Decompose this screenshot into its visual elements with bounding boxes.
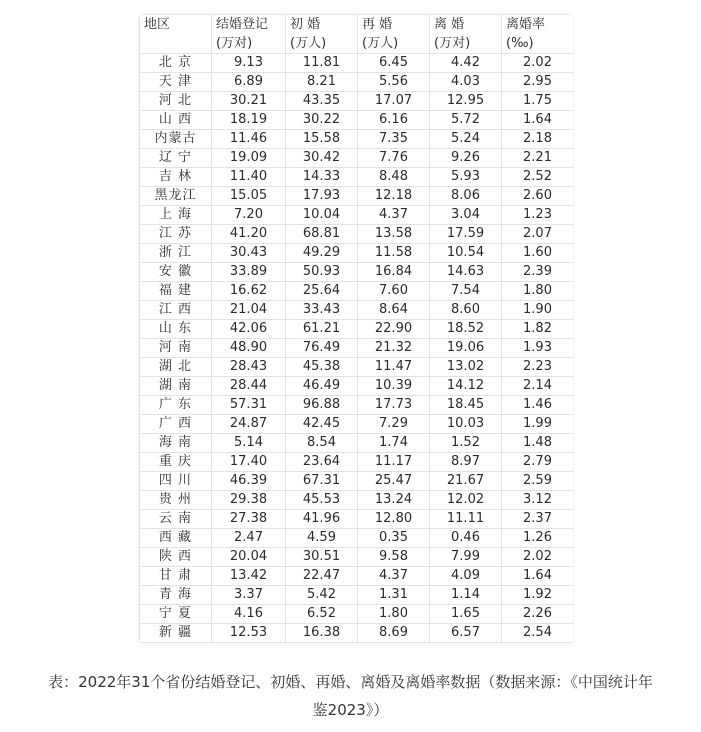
value-cell: 30.21 (212, 92, 286, 111)
value-cell: 6.89 (212, 73, 286, 92)
table-row (140, 92, 574, 111)
caption-line-2: 鉴2023》） (312, 701, 389, 719)
table-row (140, 244, 574, 263)
value-cell: 13.58 (358, 225, 430, 244)
region-cell: 西 藏 (140, 529, 212, 548)
value-cell: 18.19 (212, 111, 286, 130)
region-cell: 海 南 (140, 434, 212, 453)
value-cell: 42.06 (212, 320, 286, 339)
value-cell: 21.04 (212, 301, 286, 320)
value-cell: 1.82 (502, 320, 574, 339)
value-cell: 9.13 (212, 54, 286, 73)
value-cell: 17.59 (430, 225, 502, 244)
value-cell: 4.37 (358, 206, 430, 225)
table-row (140, 453, 574, 472)
region-cell: 安 徽 (140, 263, 212, 282)
value-cell: 4.59 (286, 529, 358, 548)
value-cell: 19.06 (430, 339, 502, 358)
table-row (140, 225, 574, 244)
value-cell: 14.12 (430, 377, 502, 396)
value-cell: 45.53 (286, 491, 358, 510)
value-cell: 1.31 (358, 586, 430, 605)
region-cell: 浙 江 (140, 244, 212, 263)
value-cell: 7.54 (430, 282, 502, 301)
value-cell: 2.79 (502, 453, 574, 472)
value-cell: 46.39 (212, 472, 286, 491)
value-cell: 4.16 (212, 605, 286, 624)
value-cell: 4.09 (430, 567, 502, 586)
value-cell: 43.35 (286, 92, 358, 111)
value-cell: 5.14 (212, 434, 286, 453)
value-cell: 30.43 (212, 244, 286, 263)
value-cell: 30.51 (286, 548, 358, 567)
table-body (140, 54, 574, 643)
value-cell: 1.93 (502, 339, 574, 358)
value-cell: 68.81 (286, 225, 358, 244)
value-cell: 0.35 (358, 529, 430, 548)
region-cell: 湖 南 (140, 377, 212, 396)
value-cell: 10.54 (430, 244, 502, 263)
region-cell: 河 北 (140, 92, 212, 111)
column-header-5: 离婚率 (502, 15, 574, 35)
value-cell: 2.23 (502, 358, 574, 377)
table-header (140, 15, 574, 54)
value-cell: 8.48 (358, 168, 430, 187)
value-cell: 2.95 (502, 73, 574, 92)
value-cell: 6.45 (358, 54, 430, 73)
value-cell: 67.31 (286, 472, 358, 491)
value-cell: 8.60 (430, 301, 502, 320)
data-table-card (139, 14, 573, 644)
value-cell: 2.37 (502, 510, 574, 529)
value-cell: 76.49 (286, 339, 358, 358)
value-cell: 22.47 (286, 567, 358, 586)
region-cell: 甘 肃 (140, 567, 212, 586)
region-cell: 贵 州 (140, 491, 212, 510)
value-cell: 12.53 (212, 624, 286, 643)
value-cell: 3.37 (212, 586, 286, 605)
caption-line-1: 表：2022年31个省份结婚登记、初婚、再婚、离婚及离婚率数据（数据来源：《中国统计年 (48, 673, 653, 691)
value-cell: 12.02 (430, 491, 502, 510)
region-cell: 四 川 (140, 472, 212, 491)
value-cell: 6.57 (430, 624, 502, 643)
value-cell: 1.52 (430, 434, 502, 453)
table-row (140, 415, 574, 434)
column-header-2: 初 婚 (286, 15, 358, 35)
value-cell: 48.90 (212, 339, 286, 358)
value-cell: 25.47 (358, 472, 430, 491)
value-cell: 11.81 (286, 54, 358, 73)
header-unit-row (140, 34, 574, 54)
value-cell: 1.48 (502, 434, 574, 453)
table-row (140, 206, 574, 225)
value-cell: 10.04 (286, 206, 358, 225)
marriage-data-table (139, 14, 573, 643)
region-cell: 江 西 (140, 301, 212, 320)
value-cell: 20.04 (212, 548, 286, 567)
value-cell: 16.62 (212, 282, 286, 301)
value-cell: 2.59 (502, 472, 574, 491)
table-row (140, 73, 574, 92)
table-row (140, 567, 574, 586)
region-cell: 青 海 (140, 586, 212, 605)
table-row (140, 434, 574, 453)
region-cell: 陕 西 (140, 548, 212, 567)
value-cell: 14.63 (430, 263, 502, 282)
region-cell: 山 东 (140, 320, 212, 339)
region-cell: 宁 夏 (140, 605, 212, 624)
header-title-row (140, 15, 574, 35)
table-row (140, 54, 574, 73)
value-cell: 21.67 (430, 472, 502, 491)
value-cell: 1.75 (502, 92, 574, 111)
value-cell: 1.74 (358, 434, 430, 453)
value-cell: 28.43 (212, 358, 286, 377)
region-cell: 内蒙古 (140, 130, 212, 149)
value-cell: 30.42 (286, 149, 358, 168)
value-cell: 11.58 (358, 244, 430, 263)
value-cell: 2.02 (502, 548, 574, 567)
column-unit-3: (万人) (358, 34, 430, 54)
value-cell: 12.95 (430, 92, 502, 111)
table-row (140, 301, 574, 320)
value-cell: 41.20 (212, 225, 286, 244)
value-cell: 1.99 (502, 415, 574, 434)
value-cell: 12.18 (358, 187, 430, 206)
value-cell: 24.87 (212, 415, 286, 434)
value-cell: 33.89 (212, 263, 286, 282)
value-cell: 5.93 (430, 168, 502, 187)
value-cell: 1.65 (430, 605, 502, 624)
value-cell: 9.58 (358, 548, 430, 567)
value-cell: 11.17 (358, 453, 430, 472)
value-cell: 8.97 (430, 453, 502, 472)
value-cell: 17.73 (358, 396, 430, 415)
value-cell: 7.60 (358, 282, 430, 301)
value-cell: 13.02 (430, 358, 502, 377)
value-cell: 6.16 (358, 111, 430, 130)
table-row (140, 358, 574, 377)
table-row (140, 263, 574, 282)
value-cell: 9.26 (430, 149, 502, 168)
table-row (140, 624, 574, 643)
value-cell: 5.24 (430, 130, 502, 149)
value-cell: 2.18 (502, 130, 574, 149)
table-row (140, 187, 574, 206)
value-cell: 10.39 (358, 377, 430, 396)
value-cell: 16.84 (358, 263, 430, 282)
region-cell: 重 庆 (140, 453, 212, 472)
value-cell: 21.32 (358, 339, 430, 358)
table-caption (0, 668, 701, 724)
value-cell: 8.21 (286, 73, 358, 92)
value-cell: 3.12 (502, 491, 574, 510)
table-row (140, 130, 574, 149)
region-cell: 新 疆 (140, 624, 212, 643)
value-cell: 18.52 (430, 320, 502, 339)
value-cell: 8.64 (358, 301, 430, 320)
value-cell: 2.26 (502, 605, 574, 624)
value-cell: 5.72 (430, 111, 502, 130)
value-cell: 11.11 (430, 510, 502, 529)
table-row (140, 472, 574, 491)
value-cell: 27.38 (212, 510, 286, 529)
table-row (140, 339, 574, 358)
value-cell: 96.88 (286, 396, 358, 415)
table-row (140, 529, 574, 548)
table-row (140, 491, 574, 510)
value-cell: 11.47 (358, 358, 430, 377)
value-cell: 6.52 (286, 605, 358, 624)
column-header-4: 离 婚 (430, 15, 502, 35)
value-cell: 17.93 (286, 187, 358, 206)
region-cell: 黑龙江 (140, 187, 212, 206)
value-cell: 2.14 (502, 377, 574, 396)
value-cell: 2.54 (502, 624, 574, 643)
value-cell: 2.07 (502, 225, 574, 244)
value-cell: 5.42 (286, 586, 358, 605)
value-cell: 17.40 (212, 453, 286, 472)
column-unit-2: (万人) (286, 34, 358, 54)
value-cell: 7.76 (358, 149, 430, 168)
value-cell: 30.22 (286, 111, 358, 130)
value-cell: 23.64 (286, 453, 358, 472)
value-cell: 45.38 (286, 358, 358, 377)
value-cell: 41.96 (286, 510, 358, 529)
value-cell: 19.09 (212, 149, 286, 168)
value-cell: 13.42 (212, 567, 286, 586)
value-cell: 7.35 (358, 130, 430, 149)
region-cell: 北 京 (140, 54, 212, 73)
value-cell: 33.43 (286, 301, 358, 320)
table-row (140, 396, 574, 415)
column-header-0: 地区 (140, 15, 212, 35)
value-cell: 7.20 (212, 206, 286, 225)
value-cell: 29.38 (212, 491, 286, 510)
value-cell: 1.60 (502, 244, 574, 263)
value-cell: 4.42 (430, 54, 502, 73)
value-cell: 1.14 (430, 586, 502, 605)
value-cell: 11.46 (212, 130, 286, 149)
table-row (140, 149, 574, 168)
value-cell: 2.47 (212, 529, 286, 548)
table-row (140, 168, 574, 187)
value-cell: 57.31 (212, 396, 286, 415)
region-cell: 上 海 (140, 206, 212, 225)
column-unit-1: (万对) (212, 34, 286, 54)
value-cell: 1.80 (502, 282, 574, 301)
value-cell: 46.49 (286, 377, 358, 396)
region-cell: 福 建 (140, 282, 212, 301)
value-cell: 2.21 (502, 149, 574, 168)
region-cell: 吉 林 (140, 168, 212, 187)
column-unit-4: (万对) (430, 34, 502, 54)
value-cell: 3.04 (430, 206, 502, 225)
region-cell: 云 南 (140, 510, 212, 529)
value-cell: 5.56 (358, 73, 430, 92)
table-row (140, 586, 574, 605)
column-unit-5: (‰) (502, 34, 574, 54)
value-cell: 10.03 (430, 415, 502, 434)
table-row (140, 320, 574, 339)
value-cell: 15.05 (212, 187, 286, 206)
value-cell: 50.93 (286, 263, 358, 282)
value-cell: 61.21 (286, 320, 358, 339)
value-cell: 0.46 (430, 529, 502, 548)
value-cell: 42.45 (286, 415, 358, 434)
table-row (140, 548, 574, 567)
value-cell: 8.69 (358, 624, 430, 643)
value-cell: 25.64 (286, 282, 358, 301)
region-cell: 广 东 (140, 396, 212, 415)
value-cell: 17.07 (358, 92, 430, 111)
value-cell: 11.40 (212, 168, 286, 187)
value-cell: 4.03 (430, 73, 502, 92)
value-cell: 1.46 (502, 396, 574, 415)
table-row (140, 111, 574, 130)
value-cell: 1.64 (502, 111, 574, 130)
table-row (140, 605, 574, 624)
value-cell: 1.90 (502, 301, 574, 320)
value-cell: 12.80 (358, 510, 430, 529)
value-cell: 28.44 (212, 377, 286, 396)
value-cell: 1.64 (502, 567, 574, 586)
value-cell: 1.80 (358, 605, 430, 624)
table-row (140, 282, 574, 301)
column-header-1: 结婚登记 (212, 15, 286, 35)
region-cell: 辽 宁 (140, 149, 212, 168)
region-cell: 湖 北 (140, 358, 212, 377)
table-row (140, 510, 574, 529)
value-cell: 13.24 (358, 491, 430, 510)
region-cell: 广 西 (140, 415, 212, 434)
value-cell: 2.60 (502, 187, 574, 206)
value-cell: 2.39 (502, 263, 574, 282)
region-cell: 河 南 (140, 339, 212, 358)
value-cell: 1.23 (502, 206, 574, 225)
value-cell: 1.26 (502, 529, 574, 548)
value-cell: 14.33 (286, 168, 358, 187)
value-cell: 8.06 (430, 187, 502, 206)
value-cell: 1.92 (502, 586, 574, 605)
value-cell: 7.29 (358, 415, 430, 434)
value-cell: 49.29 (286, 244, 358, 263)
table-row (140, 377, 574, 396)
region-cell: 天 津 (140, 73, 212, 92)
value-cell: 16.38 (286, 624, 358, 643)
value-cell: 2.52 (502, 168, 574, 187)
value-cell: 4.37 (358, 567, 430, 586)
region-cell: 江 苏 (140, 225, 212, 244)
column-unit-0 (140, 34, 212, 54)
region-cell: 山 西 (140, 111, 212, 130)
value-cell: 18.45 (430, 396, 502, 415)
value-cell: 8.54 (286, 434, 358, 453)
value-cell: 15.58 (286, 130, 358, 149)
value-cell: 7.99 (430, 548, 502, 567)
value-cell: 22.90 (358, 320, 430, 339)
value-cell: 2.02 (502, 54, 574, 73)
column-header-3: 再 婚 (358, 15, 430, 35)
